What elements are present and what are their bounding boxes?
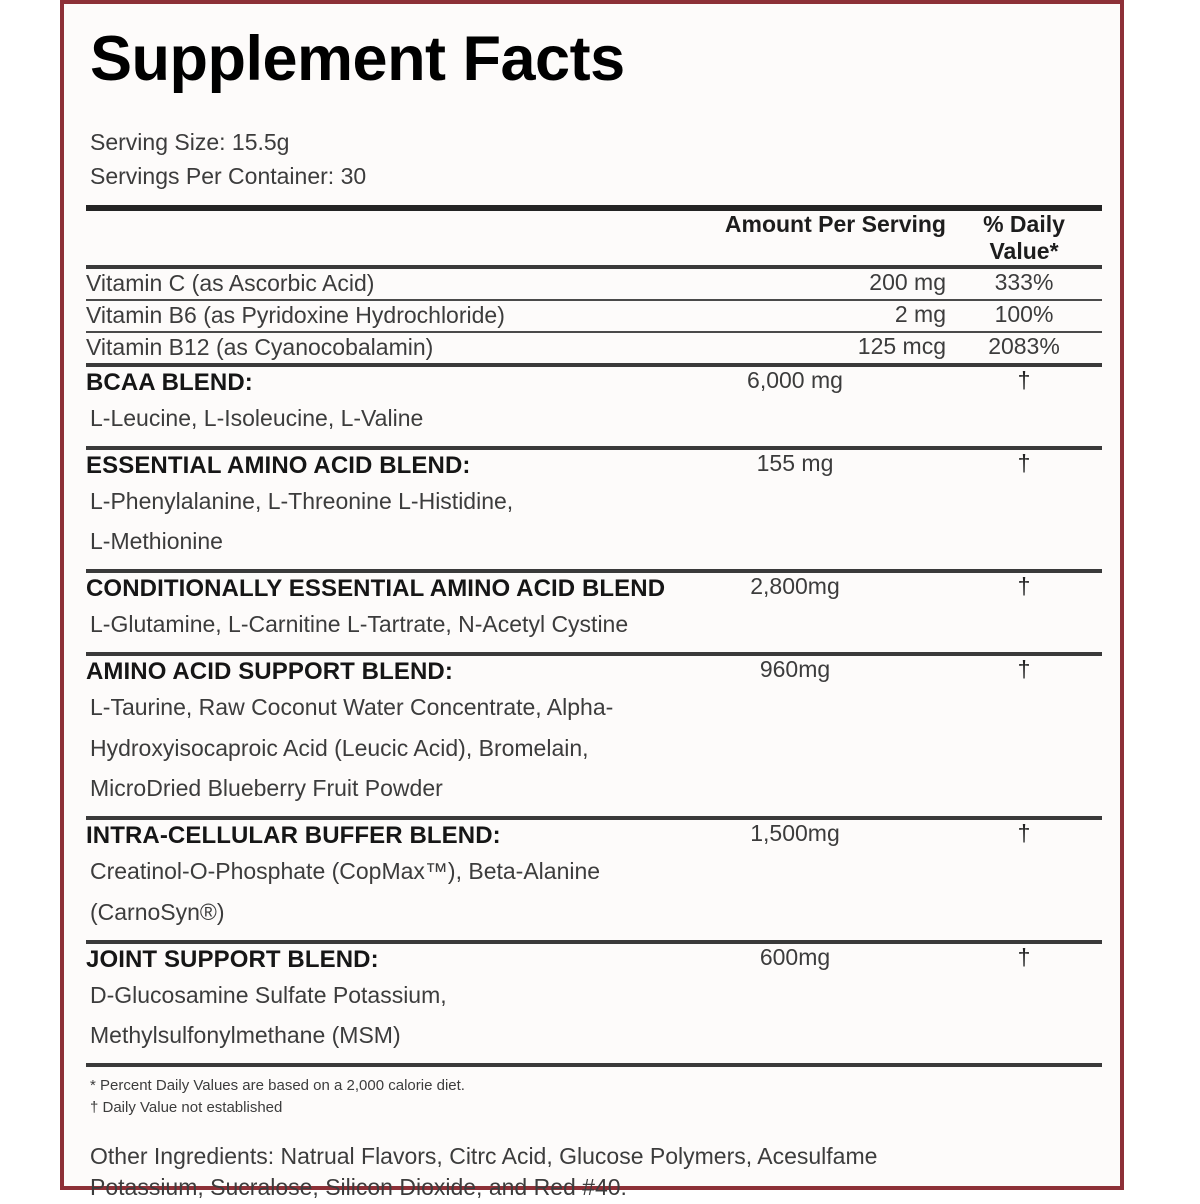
divider-footnote-line (86, 1063, 1102, 1067)
header-blank-cell (86, 211, 686, 265)
blend-ingredients-row (86, 481, 1102, 573)
table-row (86, 301, 1102, 331)
blend-daily-value: † (1017, 573, 1031, 600)
blend-daily-value: † (1017, 943, 1031, 970)
blend-row (86, 450, 1102, 481)
blend-name: ESSENTIAL AMINO ACID BLEND: (86, 451, 471, 479)
header-amount-per-serving: Amount Per Serving (724, 211, 946, 238)
blend-amount: 600mg (759, 943, 831, 970)
blend-ingredient-line: L-Methionine (90, 528, 223, 555)
footnote-dagger: † Daily Value not established (90, 1098, 283, 1116)
blend-name: BCAA BLEND: (86, 368, 253, 396)
blend-name: CONDITIONALLY ESSENTIAL AMINO ACID BLEND (86, 575, 666, 603)
blend-ingredients-row (86, 604, 1102, 656)
blend-daily-value: † (1017, 366, 1031, 393)
nutrient-name: Vitamin C (as Ascorbic Acid) (86, 270, 375, 297)
header-daily-value: % Daily Value* (983, 211, 1065, 265)
blend-ingredient-line: L-Leucine, L-Isoleucine, L-Valine (90, 404, 424, 431)
page-title: Supplement Facts (90, 24, 625, 94)
nutrient-amount: 200 mg (869, 269, 946, 296)
blend-daily-value: † (1017, 655, 1031, 682)
serving-info (90, 125, 1102, 193)
blend-row (86, 656, 1102, 687)
blend-ingredients-row (86, 851, 1102, 943)
blend-ingredient-line: L-Glutamine, L-Carnitine L-Tartrate, N-Acetyl Cystine (90, 611, 629, 638)
blend-ingredients-row (86, 398, 1102, 450)
blend-amount: 155 mg (756, 449, 834, 476)
nutrient-amount: 125 mcg (857, 332, 946, 359)
servings-per-container: Servings Per Container: 30 (90, 163, 367, 190)
nutrient-name: Vitamin B6 (as Pyridoxine Hydrochloride) (86, 301, 505, 328)
blend-row (86, 367, 1102, 398)
blend-ingredients-row (86, 975, 1102, 1067)
serving-size: Serving Size: 15.5g (90, 129, 290, 155)
footnotes (86, 1075, 1102, 1119)
blend-ingredient-line: (CarnoSyn®) (90, 898, 225, 925)
blend-daily-value: † (1017, 449, 1031, 476)
blend-ingredients-row (86, 687, 1102, 820)
other-ingredients (86, 1141, 1102, 1204)
table-header-row (86, 211, 1102, 265)
blend-ingredient-line: MicroDried Blueberry Fruit Powder (90, 775, 443, 802)
table-row (86, 269, 1102, 299)
blend-ingredient-line: Creatinol-O-Phosphate (CopMax™), Beta-Alanine (90, 858, 601, 885)
supplement-facts-panel (60, 0, 1124, 1201)
nutrient-daily-value: 2083% (988, 332, 1060, 359)
nutrient-daily-value: 333% (994, 269, 1054, 296)
blend-amount: 1,500mg (750, 820, 840, 847)
supplement-facts-content (86, 18, 1102, 1201)
blend-ingredient-line: Hydroxyisocaproic Acid (Leucic Acid), Bromelain, (90, 734, 589, 761)
nutrient-daily-value: 100% (994, 300, 1054, 327)
blend-amount: 960mg (759, 655, 831, 682)
blend-ingredient-line: D-Glucosamine Sulfate Potassium, (90, 981, 447, 1008)
blend-row (86, 944, 1102, 975)
nutrient-amount: 2 mg (894, 300, 946, 327)
other-ingredients-line: Other Ingredients: Natrual Flavors, Citrc Acid, Glucose Polymers, Acesulfame (90, 1142, 878, 1169)
blend-ingredient-line: L-Taurine, Raw Coconut Water Concentrate, Alpha- (90, 694, 614, 721)
blend-daily-value: † (1017, 820, 1031, 847)
nutrition-table (86, 211, 1102, 1067)
blend-row (86, 573, 1102, 604)
footnote-percent-dv: * Percent Daily Values are based on a 2,000 calorie diet. (90, 1077, 465, 1095)
table-row (86, 333, 1102, 363)
blend-amount: 2,800mg (750, 573, 840, 600)
blend-ingredient-line: Methylsulfonylmethane (MSM) (90, 1022, 401, 1049)
blend-name: JOINT SUPPORT BLEND: (86, 945, 379, 973)
blend-name: INTRA-CELLULAR BUFFER BLEND: (86, 822, 501, 850)
blend-name: AMINO ACID SUPPORT BLEND: (86, 657, 453, 685)
blend-row (86, 820, 1102, 851)
blend-amount: 6,000 mg (747, 366, 843, 393)
blend-ingredient-line: L-Phenylalanine, L-Threonine L-Histidine, (90, 487, 514, 514)
other-ingredients-line: Potassium, Sucralose, Silicon Dioxide, and Red #40. (90, 1174, 627, 1201)
nutrient-name: Vitamin B12 (as Cyanocobalamin) (86, 333, 434, 360)
